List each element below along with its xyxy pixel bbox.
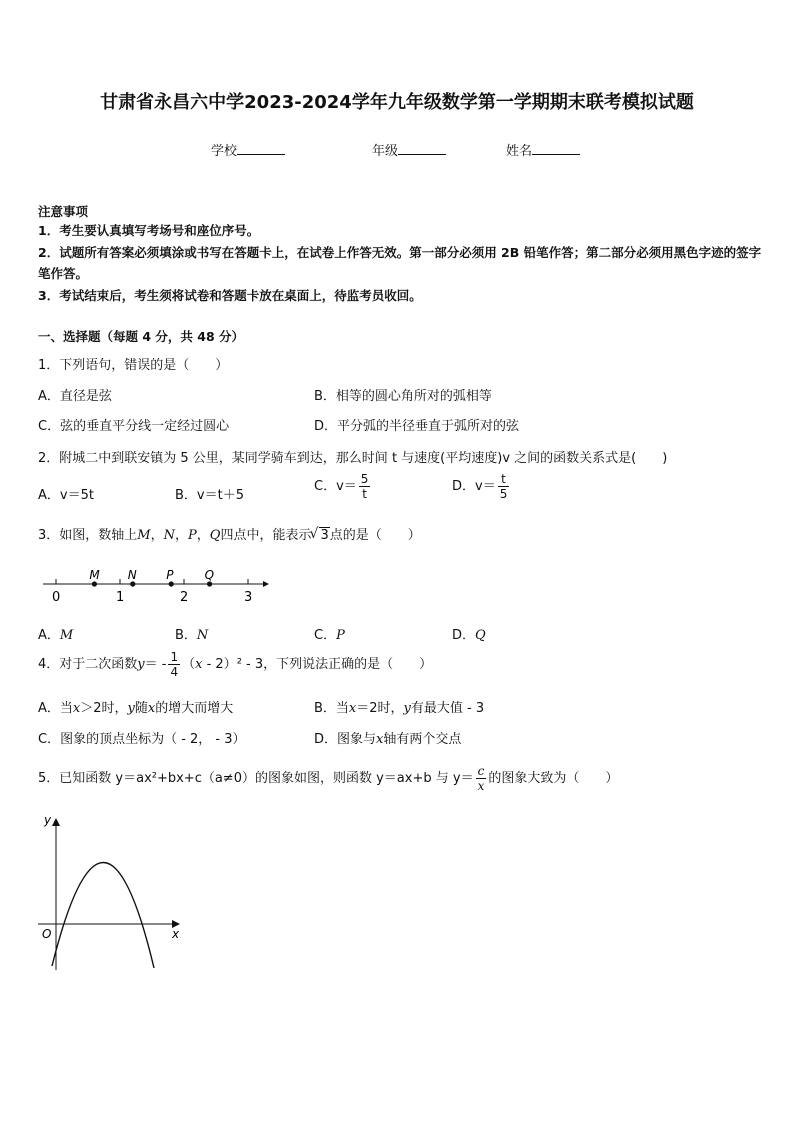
q3-option-d xyxy=(452,624,486,643)
name-label: 姓名 xyxy=(506,144,533,159)
option-text: 有最大值 - 3 xyxy=(410,701,485,716)
option-text: A．当 xyxy=(38,701,73,716)
fraction-denominator: 4 xyxy=(170,665,179,679)
school-field xyxy=(211,140,285,159)
var-x: x xyxy=(147,701,156,716)
q1-option-d: D．平分弧的半径垂直于弧所对的弦 xyxy=(314,419,520,434)
point-q-marker-label: Q xyxy=(204,568,215,582)
q1-option-b: B．相等的圆心角所对的弧相等 xyxy=(314,389,492,404)
option-letter: C． xyxy=(314,628,337,643)
name-blank xyxy=(532,143,580,155)
var-x: x xyxy=(72,701,81,716)
axis-tick-label: 0 xyxy=(52,590,61,605)
q2-option-c xyxy=(314,472,372,501)
q3-stem: 3．如图，数轴上M，N，P，Q四点中，能表示√ 3点的是（ ） xyxy=(38,524,421,543)
var-y: y xyxy=(403,701,411,716)
parabola-curve xyxy=(52,862,154,968)
q4-fraction xyxy=(168,650,180,679)
var-y: y xyxy=(127,701,135,716)
notice-item: 1．考生要认真填写考场号和座位序号。 xyxy=(38,223,260,238)
notice-item: 2．试题所有答案必须填涂或书写在答题卡上，在试卷上作答无效。第一部分必须用 2B 铅笔作答；第二部分必须用黑色字迹的签字笔作答。 xyxy=(38,245,762,281)
var-x: x xyxy=(376,732,384,747)
q5-fraction xyxy=(476,764,487,793)
option-letter: B． xyxy=(175,628,197,643)
point-q-label: Q xyxy=(209,528,221,543)
var-x: x xyxy=(348,701,357,716)
point-p-label: P xyxy=(188,528,197,543)
q2-option-c-fraction xyxy=(359,472,371,501)
point-p-marker-label: P xyxy=(166,568,174,582)
point-n-dot xyxy=(130,581,135,586)
option-text: 轴有两个交点 xyxy=(383,732,462,747)
q2-option-b: B．v＝t＋5 xyxy=(175,488,244,503)
option-text: B．当 xyxy=(314,701,349,716)
fraction-denominator: t xyxy=(362,487,367,501)
q4-stem xyxy=(38,650,432,679)
point-q-dot xyxy=(207,581,212,586)
grade-blank xyxy=(398,143,446,155)
q1-stem: 1．下列语句，错误的是（ ） xyxy=(38,358,229,373)
fraction-denominator: x xyxy=(477,779,485,793)
option-text: 随 xyxy=(134,701,148,716)
q4-option-d xyxy=(314,728,461,747)
origin-label: O xyxy=(42,927,52,941)
q5-stem-prefix: 5．已知函数 y＝ax²+bx+c（a≠0）的图象如图，则函数 y＝ax+b 与 y＝ xyxy=(38,771,474,786)
page-title: 甘肃省永昌六中学2023-2024学年九年级数学第一学期期末联考模拟试题 xyxy=(100,92,694,113)
q4-stem-rest: - 2）² - 3，下列说法正确的是（ ） xyxy=(202,657,433,672)
option-letter: A． xyxy=(38,628,60,643)
fraction-denominator: 5 xyxy=(499,487,508,501)
axis-tick-label: 2 xyxy=(180,590,189,605)
fraction-numerator: t xyxy=(498,472,510,487)
paren-open: （ xyxy=(182,657,196,672)
var-y: y xyxy=(137,657,145,672)
parabola-figure xyxy=(30,812,190,972)
option-letter: D． xyxy=(452,628,476,643)
point-n-label: N xyxy=(163,528,175,543)
school-blank xyxy=(237,143,285,155)
option-text: 的增大而增大 xyxy=(155,701,234,716)
q3-stem-mid: 四点中，能表示 xyxy=(220,528,312,543)
point-m-label: M xyxy=(137,528,151,543)
option-value: N xyxy=(196,628,209,643)
q2-option-d-prefix: D．v＝ xyxy=(452,479,496,494)
axis-tick-label: 1 xyxy=(116,590,125,605)
sqrt-expression xyxy=(311,528,329,543)
axis-tick-label: 3 xyxy=(244,590,253,605)
q2-option-d xyxy=(452,472,511,501)
x-axis-label: x xyxy=(172,927,180,941)
section-heading: 一、选择题（每题 4 分，共 48 分） xyxy=(38,329,245,344)
grade-field xyxy=(372,140,446,159)
option-value: M xyxy=(59,628,74,643)
equals-minus: ＝ - xyxy=(144,657,167,672)
q5-stem xyxy=(38,764,618,793)
q2-option-a: A．v＝5t xyxy=(38,488,94,503)
fraction-numerator: c xyxy=(476,764,487,779)
school-label: 学校 xyxy=(211,144,238,159)
option-text: ＝2时， xyxy=(356,701,404,716)
option-value: P xyxy=(336,628,345,643)
q5-stem-suffix: 的图象大致为（ ） xyxy=(488,771,619,786)
q2-option-d-fraction xyxy=(498,472,510,501)
point-p-dot xyxy=(169,581,174,586)
q3-option-b xyxy=(175,624,208,643)
point-m-dot xyxy=(92,581,97,586)
notice-heading: 注意事项 xyxy=(38,204,89,219)
number-line-figure xyxy=(38,562,273,607)
point-m-marker-label: M xyxy=(89,568,100,582)
q4-option-c: C．图象的顶点坐标为（ - 2， - 3） xyxy=(38,732,246,747)
option-value: Q xyxy=(475,628,486,643)
name-field xyxy=(506,140,580,159)
axis-arrow-icon xyxy=(263,581,269,587)
fraction-numerator: 1 xyxy=(170,650,179,664)
radicand: 3 xyxy=(320,528,329,543)
fraction-numerator: 5 xyxy=(360,472,369,486)
notice-item: 3．考试结束后，考生须将试卷和答题卡放在桌面上，待监考员收回。 xyxy=(38,288,422,303)
option-text: ＞2时， xyxy=(80,701,128,716)
q2-option-c-prefix: C．v＝ xyxy=(314,479,357,494)
point-n-marker-label: N xyxy=(127,568,137,582)
grade-label: 年级 xyxy=(372,144,399,159)
q2-stem: 2．附城二中到联安镇为 5 公里，某同学骑车到达，那么时间 t 与速度(平均速度)v 之间的函数关系式是( ) xyxy=(38,451,668,466)
q3-stem-suffix: 点的是（ ） xyxy=(329,528,421,543)
var-x: x xyxy=(195,657,203,672)
q4-option-b xyxy=(314,697,484,716)
y-axis-label: y xyxy=(44,813,52,827)
q4-stem-prefix: 4．对于二次函数 xyxy=(38,657,138,672)
q3-option-c xyxy=(314,624,345,643)
y-axis-arrow-icon xyxy=(52,818,60,826)
q4-option-a xyxy=(38,697,233,716)
option-text: D．图象与 xyxy=(314,732,377,747)
q3-option-a xyxy=(38,624,73,643)
q3-stem-prefix: 3．如图，数轴上 xyxy=(38,528,138,543)
q1-option-a: A．直径是弦 xyxy=(38,389,112,404)
q1-option-c: C．弦的垂直平分线一定经过圆心 xyxy=(38,419,230,434)
